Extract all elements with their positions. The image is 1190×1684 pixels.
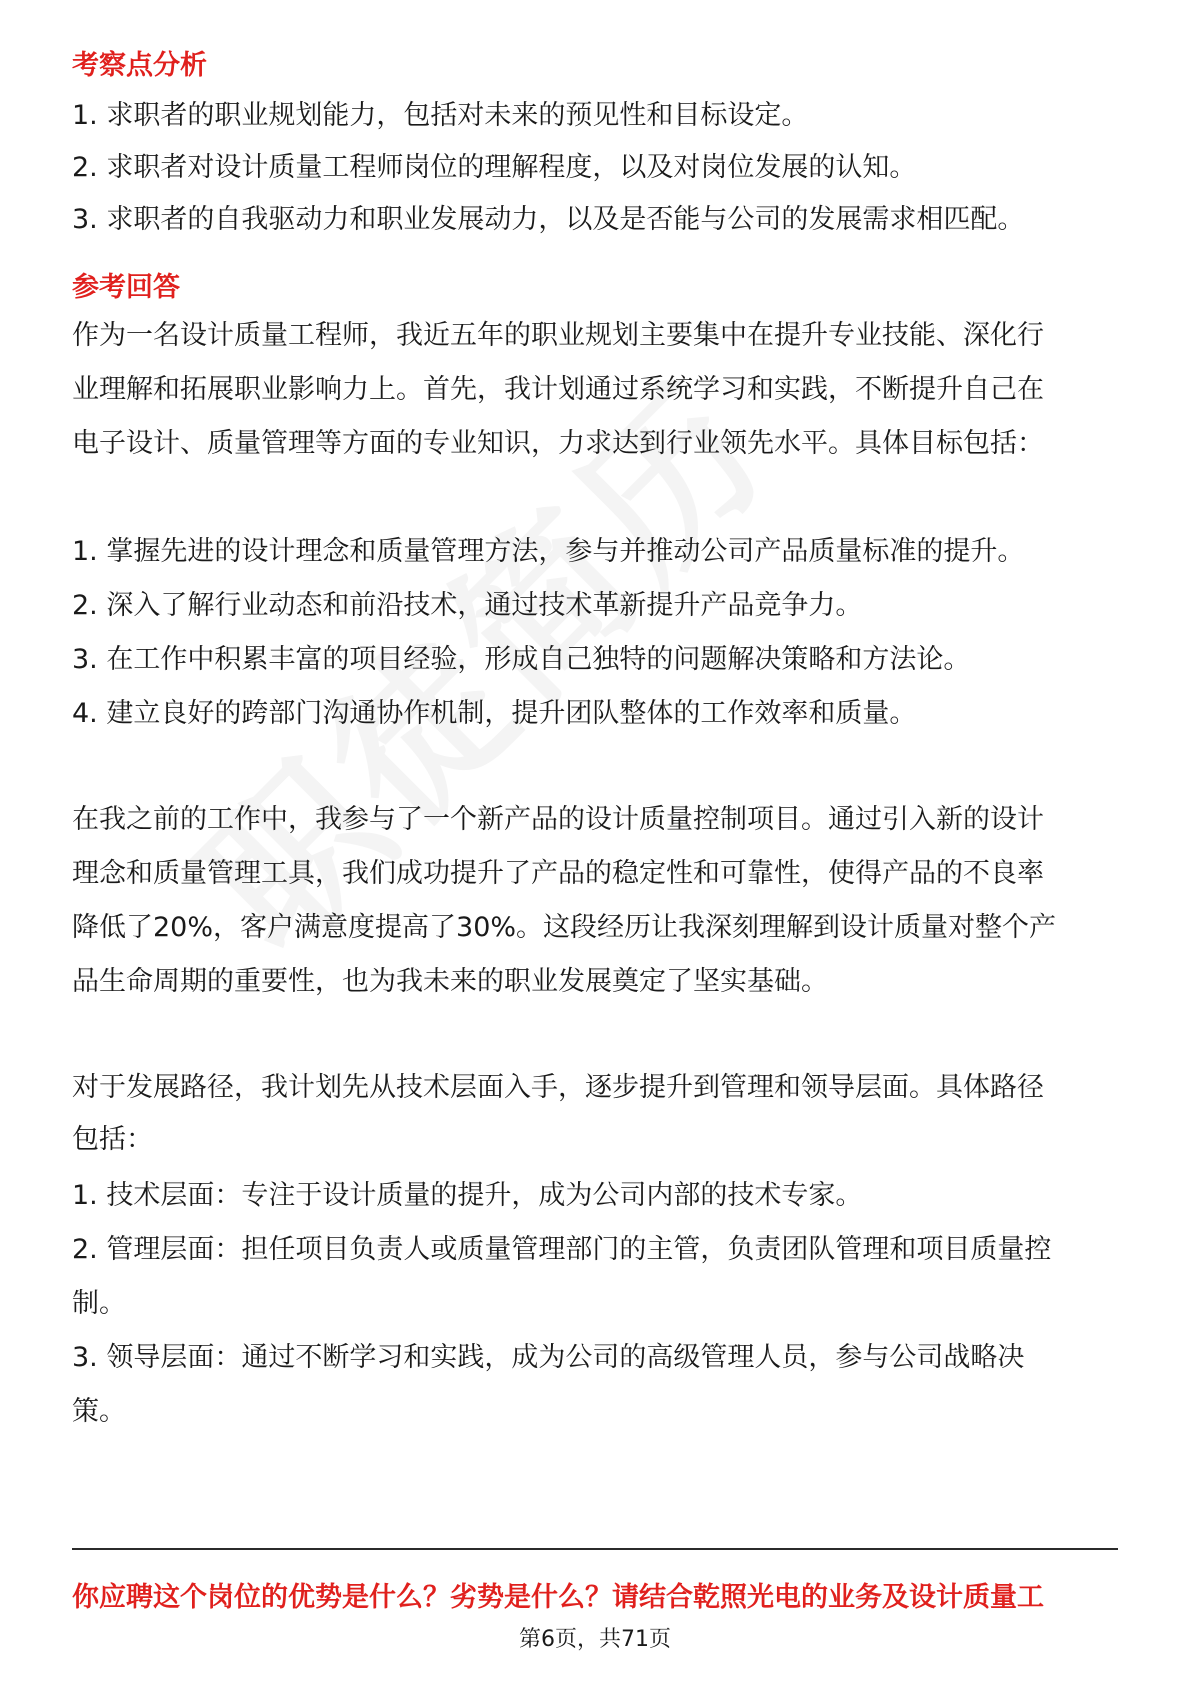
page-number: 第6页，共71页 <box>519 1627 671 1652</box>
document-page <box>72 0 1118 1684</box>
section-heading-answer: 参考回答 <box>72 272 180 303</box>
path-item: 1. 技术层面：专注于设计质量的提升，成为公司内部的技术专家。 <box>72 1180 863 1211</box>
goal-item: 3. 在工作中积累丰富的项目经验，形成自己独特的问题解决策略和方法论。 <box>72 644 971 675</box>
next-question-heading: 你应聘这个岗位的优势是什么？劣势是什么？请结合乾照光电的业务及设计质量工 <box>72 1582 1044 1613</box>
answer-paragraph-line: 作为一名设计质量工程师，我近五年的职业规划主要集中在提升专业技能、深化行 <box>72 320 1044 351</box>
experience-paragraph-line: 品生命周期的重要性，也为我未来的职业发展奠定了坚实基础。 <box>72 966 828 997</box>
analysis-item: 3. 求职者的自我驱动力和职业发展动力，以及是否能与公司的发展需求相匹配。 <box>72 204 1025 235</box>
experience-paragraph-line: 降低了20%，客户满意度提高了30%。这段经历让我深刻理解到设计质量对整个产 <box>72 912 1057 943</box>
path-paragraph-line: 包括： <box>72 1124 153 1155</box>
path-item: 2. 管理层面：担任项目负责人或质量管理部门的主管，负责团队管理和项目质量控 <box>72 1234 1052 1265</box>
goal-item: 4. 建立良好的跨部门沟通协作机制，提升团队整体的工作效率和质量。 <box>72 698 917 729</box>
experience-paragraph-line: 在我之前的工作中，我参与了一个新产品的设计质量控制项目。通过引入新的设计 <box>72 804 1044 835</box>
path-item: 3. 领导层面：通过不断学习和实践，成为公司的高级管理人员，参与公司战略决 <box>72 1342 1025 1373</box>
goal-item: 2. 深入了解行业动态和前沿技术，通过技术革新提升产品竞争力。 <box>72 590 863 621</box>
experience-paragraph-line: 理念和质量管理工具，我们成功提升了产品的稳定性和可靠性，使得产品的不良率 <box>72 858 1044 889</box>
analysis-item: 2. 求职者对设计质量工程师岗位的理解程度，以及对岗位发展的认知。 <box>72 152 917 183</box>
path-paragraph-line: 对于发展路径，我计划先从技术层面入手，逐步提升到管理和领导层面。具体路径 <box>72 1072 1044 1103</box>
section-heading-analysis: 考察点分析 <box>72 50 207 81</box>
answer-paragraph-line: 业理解和拓展职业影响力上。首先，我计划通过系统学习和实践，不断提升自己在 <box>72 374 1044 405</box>
section-divider <box>72 1548 1118 1550</box>
path-item-continued: 策。 <box>72 1396 126 1427</box>
analysis-item: 1. 求职者的职业规划能力，包括对未来的预见性和目标设定。 <box>72 100 809 131</box>
goal-item: 1. 掌握先进的设计理念和质量管理方法，参与并推动公司产品质量标准的提升。 <box>72 536 1025 567</box>
path-item-continued: 制。 <box>72 1288 126 1319</box>
answer-paragraph-line: 电子设计、质量管理等方面的专业知识，力求达到行业领先水平。具体目标包括： <box>72 428 1044 459</box>
